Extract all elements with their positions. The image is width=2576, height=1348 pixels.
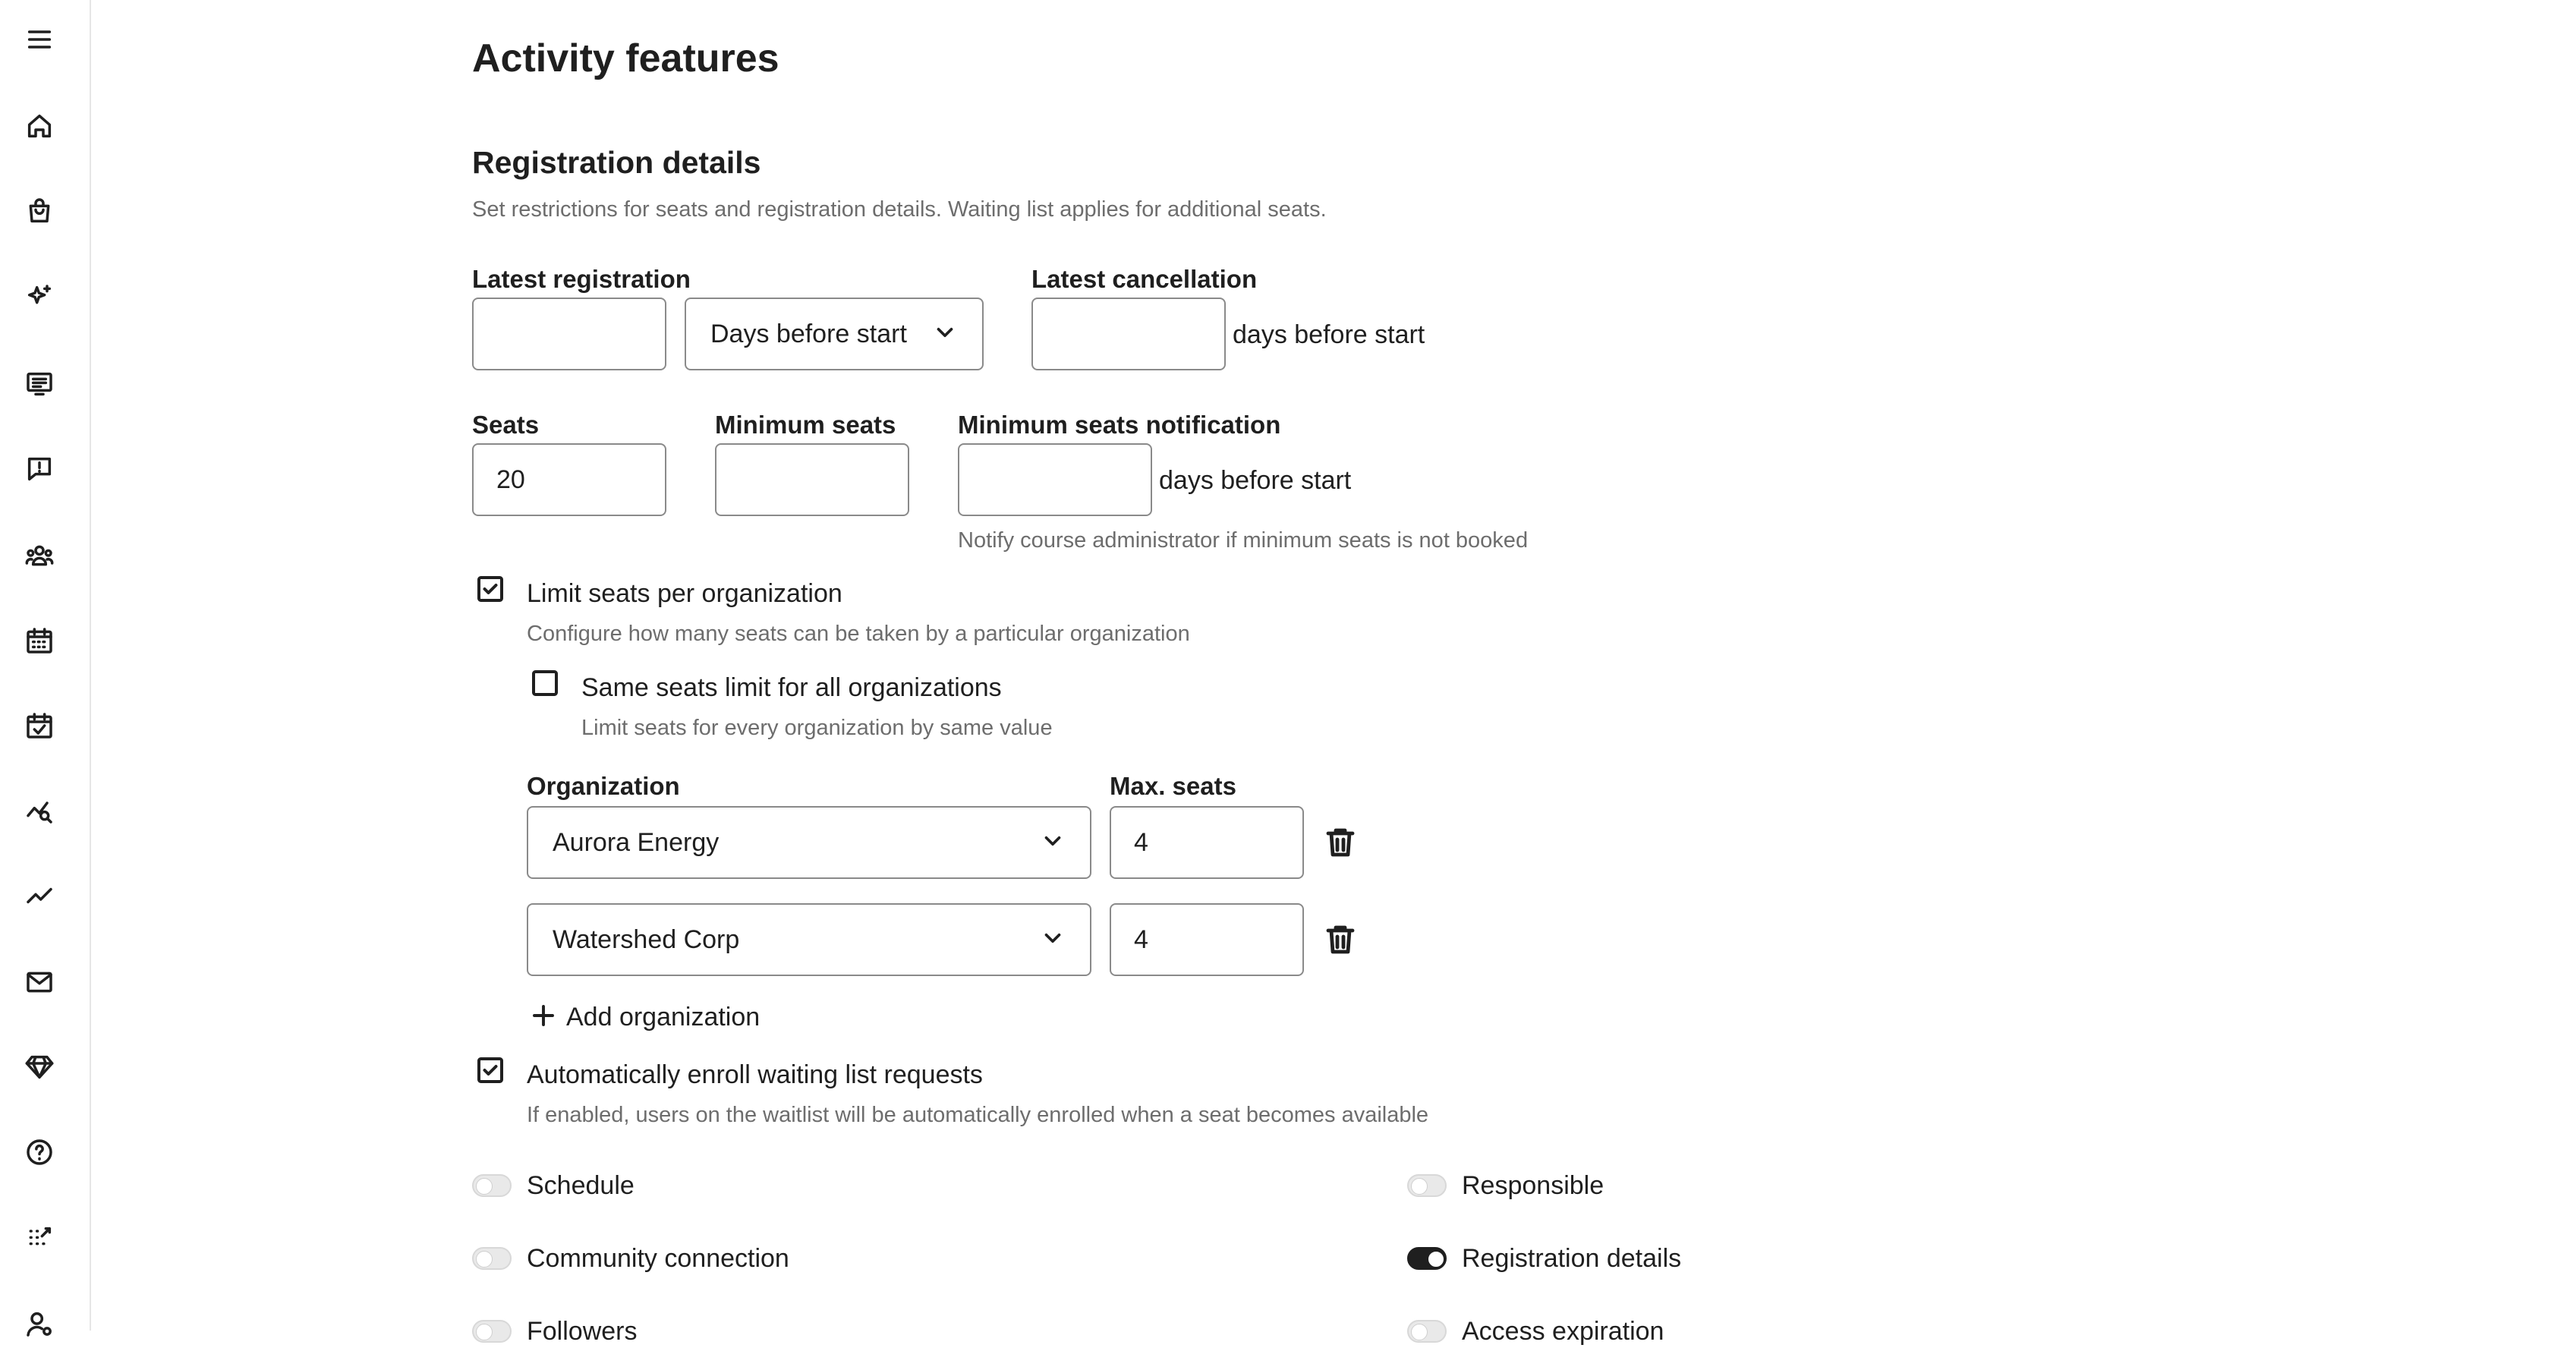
sidebar [0, 0, 91, 1331]
access-expiration-toggle[interactable] [1407, 1320, 1447, 1343]
organization-select-value: Aurora Energy [553, 827, 720, 857]
followers-label: Followers [527, 1317, 638, 1346]
add-organization-button[interactable] [530, 1000, 760, 1034]
latest-registration-label: Latest registration [472, 265, 691, 293]
max-seats-input[interactable] [1110, 903, 1304, 976]
minimum-seats-input[interactable] [715, 443, 909, 516]
limit-seats-description: Configure how many seats can be taken by a particular organization [527, 622, 1190, 646]
schedule-label: Schedule [527, 1171, 635, 1200]
chevron-down-icon [1040, 828, 1066, 858]
chevron-down-icon [932, 320, 958, 349]
schedule-toggle[interactable] [472, 1174, 512, 1197]
menu-icon[interactable] [18, 18, 61, 61]
auto-enroll-label: Automatically enroll waiting list requests [527, 1060, 983, 1089]
users-icon[interactable] [18, 534, 61, 577]
max-seats-input[interactable] [1110, 806, 1304, 879]
latest-cancellation-label: Latest cancellation [1031, 265, 1258, 293]
trending-icon[interactable] [18, 874, 61, 917]
organization-column-header: Organization [527, 772, 680, 800]
access-expiration-label: Access expiration [1462, 1317, 1664, 1346]
minimum-seats-notification-suffix: days before start [1159, 466, 1352, 495]
checkbox-empty-icon [530, 668, 560, 698]
minimum-seats-notification-help: Notify course administrator if minimum seats is not booked [958, 528, 1529, 553]
latest-registration-input[interactable] [472, 298, 666, 370]
max-seats-column-header: Max. seats [1110, 772, 1236, 800]
seats-label: Seats [472, 411, 540, 439]
followers-toggle[interactable] [472, 1320, 512, 1343]
alert-message-icon[interactable] [18, 448, 61, 490]
latest-registration-unit-value: Days before start [710, 319, 907, 348]
responsible-label: Responsible [1462, 1171, 1604, 1200]
user-settings-icon[interactable] [18, 1302, 61, 1345]
trash-icon[interactable] [1322, 921, 1359, 958]
bag-icon[interactable] [18, 190, 61, 232]
same-limit-checkbox[interactable] [530, 668, 560, 698]
auto-enroll-checkbox[interactable] [475, 1055, 505, 1085]
community-connection-label: Community connection [527, 1244, 789, 1273]
seats-input[interactable] [472, 443, 666, 516]
same-limit-description: Limit seats for every organization by same value [581, 716, 1053, 740]
latest-registration-unit-select[interactable] [685, 298, 984, 370]
registration-details-label: Registration details [1462, 1244, 1682, 1273]
organization-select[interactable] [527, 903, 1091, 976]
diamond-icon[interactable] [18, 1046, 61, 1088]
chevron-down-icon [1040, 925, 1066, 955]
latest-cancellation-input[interactable] [1031, 298, 1226, 370]
home-icon[interactable] [18, 105, 61, 147]
community-connection-toggle[interactable] [472, 1247, 512, 1270]
mail-icon[interactable] [18, 961, 61, 1003]
organization-select[interactable] [527, 806, 1091, 879]
analytics-search-icon[interactable] [18, 789, 61, 832]
minimum-seats-notification-input[interactable] [958, 443, 1152, 516]
section-heading: Registration details [472, 145, 761, 180]
page-title: Activity features [472, 36, 779, 80]
add-organization-label: Add organization [566, 1003, 761, 1031]
minimum-seats-notification-label: Minimum seats notification [958, 411, 1281, 439]
auto-enroll-description: If enabled, users on the waitlist will be automatically enrolled when a seat becomes available [527, 1103, 1429, 1127]
same-limit-label: Same seats limit for all organizations [581, 673, 1002, 702]
latest-cancellation-suffix: days before start [1233, 320, 1425, 349]
sparkles-icon[interactable] [18, 276, 61, 319]
minimum-seats-label: Minimum seats [715, 411, 896, 439]
monitor-list-icon[interactable] [18, 363, 61, 405]
calendar-check-icon[interactable] [18, 704, 61, 747]
organization-select-value: Watershed Corp [553, 924, 740, 954]
checkbox-checked-icon [475, 574, 505, 604]
registration-details-toggle[interactable] [1407, 1247, 1447, 1270]
trash-icon[interactable] [1322, 824, 1359, 861]
section-description: Set restrictions for seats and registration details. Waiting list applies for additional seats. [472, 197, 1327, 222]
limit-seats-checkbox[interactable] [475, 574, 505, 604]
plus-icon [530, 1002, 566, 1033]
apps-icon[interactable] [18, 1217, 61, 1260]
responsible-toggle[interactable] [1407, 1174, 1447, 1197]
help-icon[interactable] [18, 1131, 61, 1173]
checkbox-checked-icon [475, 1055, 505, 1085]
limit-seats-label: Limit seats per organization [527, 579, 842, 608]
calendar-icon[interactable] [18, 619, 61, 662]
